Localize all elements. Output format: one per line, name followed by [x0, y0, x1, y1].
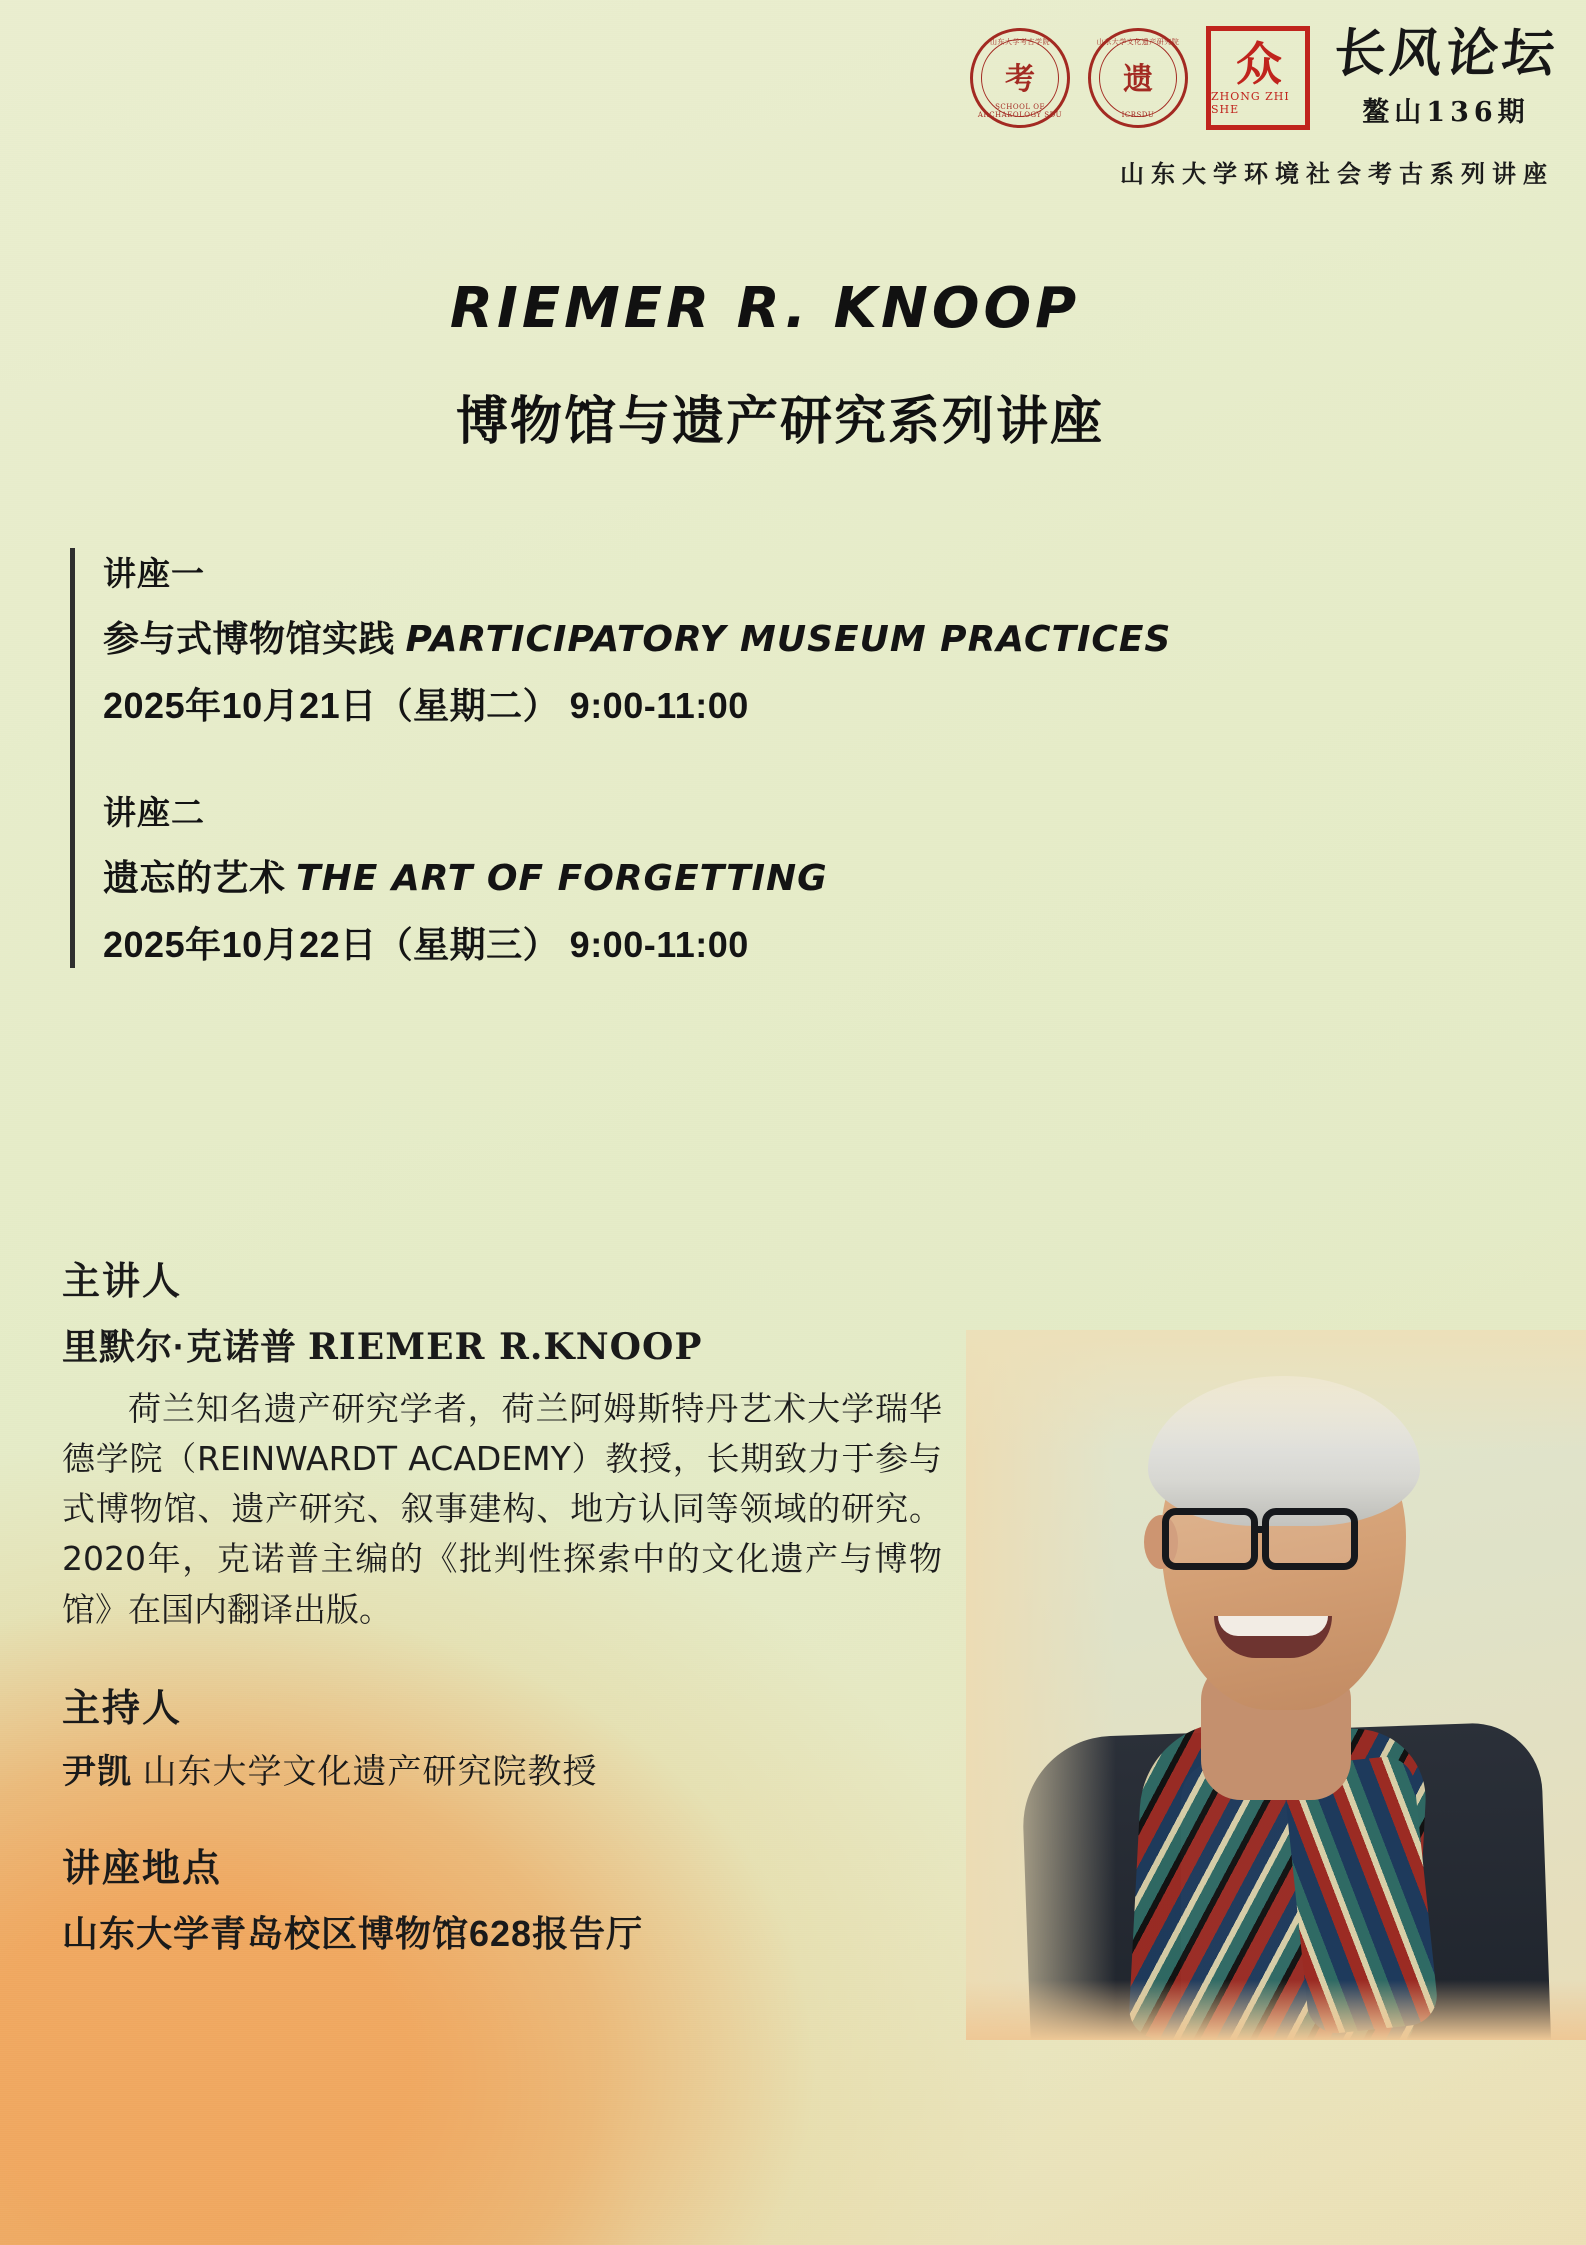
- portrait-illustration: [966, 1330, 1586, 2040]
- venue-location: 山东大学青岛校区博物馆628报告厅: [62, 1912, 644, 1954]
- portrait-glasses-bridge: [1255, 1526, 1267, 1533]
- host-line: [62, 1744, 992, 1793]
- sdu-archaeology-seal-icon: [970, 28, 1070, 128]
- portrait-fade-bottom: [966, 1980, 1586, 2040]
- host-name: 尹凯: [62, 1752, 132, 1791]
- venue-heading: 讲座地点: [62, 1847, 223, 1890]
- lecture-topic-en: THE ART OF FORGETTING: [296, 858, 828, 899]
- lecture-label: 讲座二: [103, 794, 205, 831]
- lecture-time: 2025年10月21日（星期二） 9:00-11:00: [103, 685, 749, 726]
- seal2-ring-top: 山东大学文化遗产研究院: [1096, 38, 1180, 46]
- seal3-sub: ZHONG ZHI SHE: [1210, 89, 1290, 116]
- seal1-ring-bottom: SCHOOL OF ARCHAEOLOGY SDU: [977, 103, 1063, 119]
- speaker-portrait: [966, 1330, 1586, 2040]
- seal1-ring-top: 山东大学考古学院: [989, 38, 1050, 46]
- lecture-series-title: 博物馆与遗产研究系列讲座: [455, 393, 1104, 451]
- poster-header: [838, 18, 1562, 189]
- forum-issue: 鳌山136期: [1362, 96, 1530, 128]
- portrait-glasses-right: [1262, 1508, 1358, 1570]
- portrait-fade-top: [966, 1330, 1586, 1450]
- host-section: [62, 1677, 992, 1793]
- forum-title: 长风论坛: [1330, 22, 1562, 84]
- venue-section: [62, 1837, 992, 1957]
- lecture-item: [103, 548, 1526, 729]
- seal2-ring-bottom: ICRSDU: [1121, 111, 1155, 119]
- lecture-topic: [103, 850, 1526, 901]
- lecture-topic-en: PARTICIPATORY MUSEUM PRACTICES: [405, 619, 1172, 660]
- speaker-name-heading: RIEMER R. KNOOP: [449, 276, 1081, 341]
- lecture-list: [70, 548, 1526, 968]
- speaker-name-en: RIEMER R.KNOOP: [308, 1326, 703, 1368]
- portrait-teeth: [1218, 1616, 1328, 1636]
- series-subtitle: 山东大学环境社会考古系列讲座: [1120, 159, 1554, 188]
- seal2-mark: 遗: [1122, 62, 1153, 98]
- host-affiliation: 山东大学文化遗产研究院教授: [142, 1752, 598, 1791]
- zhongzhishe-seal-icon: [1206, 26, 1310, 130]
- speaker-name-cn: 里默尔·克诺普: [62, 1326, 297, 1367]
- lecture-time: 2025年10月22日（星期三） 9:00-11:00: [103, 924, 749, 965]
- lecture-label: 讲座一: [103, 555, 205, 592]
- seal3-glyph: 众: [1235, 36, 1280, 91]
- logo-row: [970, 18, 1562, 138]
- lecture-topic: [103, 611, 1526, 662]
- title-block: [0, 276, 1530, 454]
- host-heading: 主持人: [62, 1687, 183, 1730]
- speaker-section: [62, 1250, 992, 1635]
- info-section: [62, 1250, 992, 1957]
- lecture-topic-cn: 参与式博物馆实践: [103, 618, 396, 659]
- seal1-mark: 考: [1004, 62, 1035, 98]
- portrait-glasses-left: [1162, 1508, 1258, 1570]
- speaker-name: [62, 1319, 992, 1370]
- lecture-item: [103, 787, 1526, 968]
- forum-brand: [1330, 22, 1562, 129]
- speaker-bio: 荷兰知名遗产研究学者，荷兰阿姆斯特丹艺术大学瑞华德学院（REINWARDT ACADEMY）教授，长期致力于参与式博物馆、遗产研究、叙事建构、地方认同等领域的研究。2020年，克诺普主编的《批判性探索中的文化遗产与博物馆》在国内翻译出版。: [62, 1389, 942, 1629]
- lecture-topic-cn: 遗忘的艺术: [103, 857, 286, 898]
- icrsdu-seal-icon: [1088, 28, 1188, 128]
- speaker-heading: 主讲人: [62, 1261, 183, 1303]
